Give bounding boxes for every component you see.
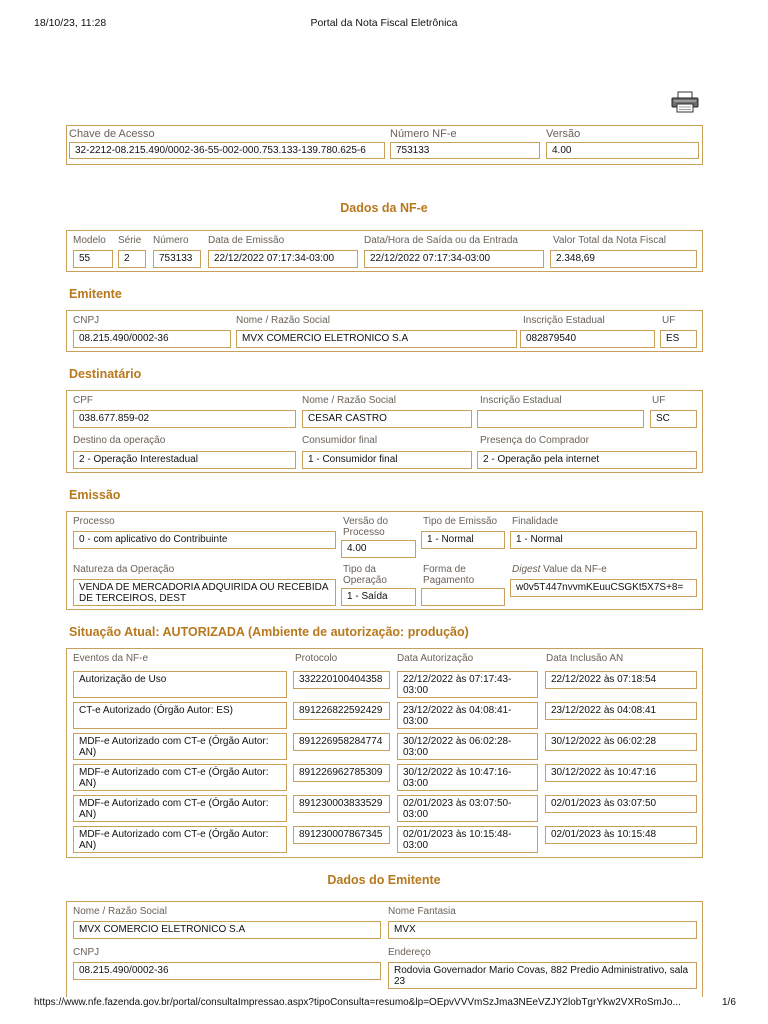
valor-total-field: 2.348,69 xyxy=(550,250,697,268)
event-row-4-evento: MDF-e Autorizado com CT-e (Órgão Autor: AN) xyxy=(73,795,287,822)
processo-field: 0 - com aplicativo do Contribuinte xyxy=(73,531,336,549)
chave-field: 32-2212-08.215.490/0002-36-55-002-000.753.133-139.780.625-6 xyxy=(69,142,385,159)
tipo-operacao-field: 1 - Saída xyxy=(341,588,416,606)
saida-field: 22/12/2022 07:17:34-03:00 xyxy=(364,250,544,268)
page-title: Portal da Nota Fiscal Eletrônica xyxy=(310,17,458,29)
serie-field: 2 xyxy=(118,250,146,268)
emitente-ie-field: 082879540 xyxy=(520,330,655,348)
emitente-uf-field: ES xyxy=(660,330,697,348)
dest-consumidor-label: Consumidor final xyxy=(302,435,378,446)
tipo-operacao-label: Tipo da Operação xyxy=(343,564,387,586)
finalidade-field: 1 - Normal xyxy=(510,531,697,549)
col-eventos-header: Eventos da NF-e xyxy=(73,653,149,664)
numero-nfe-label: Número NF-e xyxy=(390,128,457,140)
dest-ie-label: Inscrição Estadual xyxy=(480,395,562,406)
emissao-date-field: 22/12/2022 07:17:34-03:00 xyxy=(208,250,358,268)
event-row-3-evento: MDF-e Autorizado com CT-e (Órgão Autor: AN) xyxy=(73,764,287,791)
event-row-1-data-inc: 23/12/2022 às 04:08:41 xyxy=(545,702,697,720)
digest-label xyxy=(512,564,607,575)
numero-nfe-field: 753133 xyxy=(390,142,540,159)
event-row-2-data-inc: 30/12/2022 às 06:02:28 xyxy=(545,733,697,751)
digest-label-rest: Value da NF-e xyxy=(540,564,607,575)
emissao-title: Emissão xyxy=(69,488,121,502)
event-row-5-data-inc: 02/01/2023 às 10:15:48 xyxy=(545,826,697,844)
event-row-3-protocolo: 891226962785309 xyxy=(293,764,390,782)
event-row-1-data-aut: 23/12/2022 às 04:08:41-03:00 xyxy=(397,702,538,729)
emitente-title: Emitente xyxy=(69,287,122,301)
event-row-5-evento: MDF-e Autorizado com CT-e (Órgão Autor: AN) xyxy=(73,826,287,853)
de-cnpj-field: 08.215.490/0002-36 xyxy=(73,962,381,980)
dados-nfe-title: Dados da NF-e xyxy=(340,201,428,215)
dest-destino-label: Destino da operação xyxy=(73,435,166,446)
event-row-0-data-aut: 22/12/2022 às 07:17:43-03:00 xyxy=(397,671,538,698)
event-row-4-data-inc: 02/01/2023 às 03:07:50 xyxy=(545,795,697,813)
event-row-5-protocolo: 891230007867345 xyxy=(293,826,390,844)
event-row-2-protocolo: 891226958284774 xyxy=(293,733,390,751)
event-row-1-evento: CT-e Autorizado (Órgão Autor: ES) xyxy=(73,702,287,729)
event-row-0-protocolo: 332220100404358 xyxy=(293,671,390,689)
versao-processo-field: 4.00 xyxy=(341,540,416,558)
dest-destino-field: 2 - Operação Interestadual xyxy=(73,451,296,469)
valor-total-label: Valor Total da Nota Fiscal xyxy=(553,235,667,246)
digest-label-em: Digest xyxy=(512,564,541,575)
de-fantasia-label: Nome Fantasia xyxy=(388,906,456,917)
chave-label: Chave de Acesso xyxy=(69,128,155,140)
page-count: 1/6 xyxy=(722,997,736,1008)
situacao-title: Situação Atual: AUTORIZADA (Ambiente de autorização: produção) xyxy=(69,625,469,639)
dest-cpf-label: CPF xyxy=(73,395,93,406)
event-row-4-protocolo: 891230003833529 xyxy=(293,795,390,813)
dest-nome-field: CESAR CASTRO xyxy=(302,410,472,428)
emitente-nome-field: MVX COMERCIO ELETRONICO S.A xyxy=(236,330,517,348)
digest-field: w0v5T447nvvmKEuuCSGKt5X7S+8= xyxy=(510,579,697,597)
event-row-2-evento: MDF-e Autorizado com CT-e (Órgão Autor: AN) xyxy=(73,733,287,760)
dest-consumidor-field: 1 - Consumidor final xyxy=(302,451,472,469)
emitente-cnpj-field: 08.215.490/0002-36 xyxy=(73,330,231,348)
event-row-0-data-inc: 22/12/2022 às 07:18:54 xyxy=(545,671,697,689)
versao-processo-label: Versão do Processo xyxy=(343,516,389,538)
processo-label: Processo xyxy=(73,516,115,527)
col-protocolo-header: Protocolo xyxy=(295,653,338,664)
emitente-nome-label: Nome / Razão Social xyxy=(236,315,330,326)
saida-label: Data/Hora de Saída ou da Entrada xyxy=(364,235,518,246)
de-cnpj-label: CNPJ xyxy=(73,947,100,958)
numero-field: 753133 xyxy=(153,250,201,268)
natureza-field: VENDA DE MERCADORIA ADQUIRIDA OU RECEBIDA DE TERCEIROS, DEST xyxy=(73,579,336,606)
emitente-ie-label: Inscrição Estadual xyxy=(523,315,605,326)
dest-cpf-field: 038.677.859-02 xyxy=(73,410,296,428)
finalidade-label: Finalidade xyxy=(512,516,559,527)
natureza-label: Natureza da Operação xyxy=(73,564,175,575)
col-data-inc-header: Data Inclusão AN xyxy=(546,653,624,664)
dest-presenca-field: 2 - Operação pela internet xyxy=(477,451,697,469)
forma-pagamento-field xyxy=(421,588,505,606)
printer-icon[interactable] xyxy=(670,91,700,113)
versao-field: 4.00 xyxy=(546,142,699,159)
versao-label: Versão xyxy=(546,128,581,140)
dados-emitente-title: Dados do Emitente xyxy=(327,873,441,887)
dest-ie-field xyxy=(477,410,644,428)
print-datetime: 18/10/23, 11:28 xyxy=(34,17,107,29)
dest-presenca-label: Presença do Comprador xyxy=(480,435,589,446)
emitente-cnpj-label: CNPJ xyxy=(73,315,100,326)
numero-label: Número xyxy=(153,235,189,246)
tipo-emissao-field: 1 - Normal xyxy=(421,531,505,549)
tipo-emissao-label: Tipo de Emissão xyxy=(423,516,498,527)
event-row-4-data-aut: 02/01/2023 às 03:07:50-03:00 xyxy=(397,795,538,822)
dest-uf-label: UF xyxy=(652,395,666,406)
de-nome-label: Nome / Razão Social xyxy=(73,906,167,917)
de-endereco-label: Endereço xyxy=(388,947,431,958)
de-nome-field: MVX COMERCIO ELETRONICO S.A xyxy=(73,921,381,939)
dest-nome-label: Nome / Razão Social xyxy=(302,395,396,406)
de-fantasia-field: MVX xyxy=(388,921,697,939)
col-data-aut-header: Data Autorização xyxy=(397,653,474,664)
event-row-0-evento: Autorização de Uso xyxy=(73,671,287,698)
page-url[interactable]: https://www.nfe.fazenda.gov.br/portal/consultaImpressao.aspx?tipoConsulta=resumo&lp=OEpvVVVmSzJma3NEeVZJY2lobTgrYkw2VXRoSmJo... xyxy=(34,997,681,1008)
destinatario-title: Destinatário xyxy=(69,367,142,381)
event-row-3-data-inc: 30/12/2022 às 10:47:16 xyxy=(545,764,697,782)
emissao-date-label: Data de Emissão xyxy=(208,235,285,246)
forma-pagamento-label: Forma de Pagamento xyxy=(423,564,475,586)
modelo-field: 55 xyxy=(73,250,113,268)
emitente-uf-label: UF xyxy=(662,315,676,326)
de-endereco-field: Rodovia Governador Mario Covas, 882 Predio Administrativo, sala 23 xyxy=(388,962,697,989)
modelo-label: Modelo xyxy=(73,235,106,246)
event-row-2-data-aut: 30/12/2022 às 06:02:28-03:00 xyxy=(397,733,538,760)
event-row-5-data-aut: 02/01/2023 às 10:15:48-03:00 xyxy=(397,826,538,853)
dest-uf-field: SC xyxy=(650,410,697,428)
event-row-3-data-aut: 30/12/2022 às 10:47:16-03:00 xyxy=(397,764,538,791)
serie-label: Série xyxy=(118,235,142,246)
event-row-1-protocolo: 891226822592429 xyxy=(293,702,390,720)
